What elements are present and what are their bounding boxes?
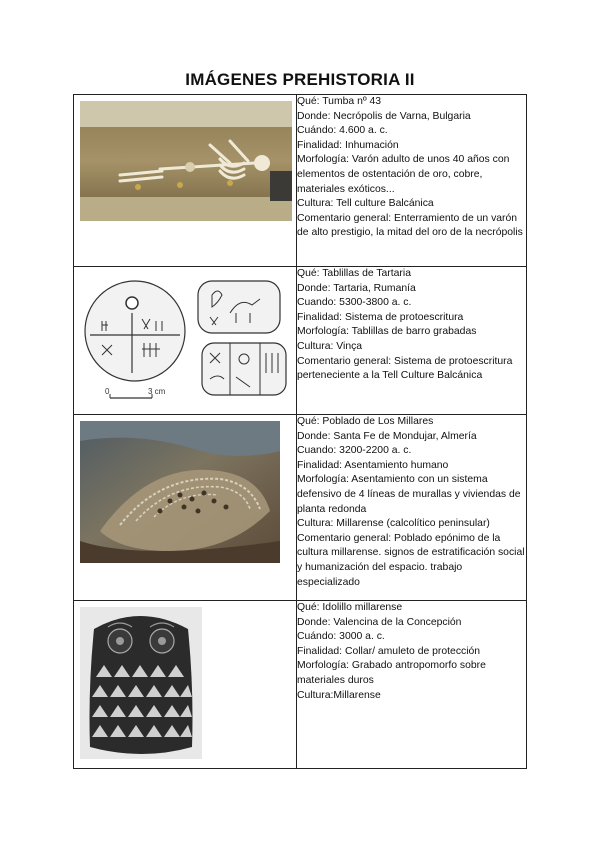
entry-morfologia: Morfología: Grabado antropomorfo sobre materiales duros [297,660,486,686]
entry-comentario: Comentario general: Poblado epónimo de la cultura millarense. signos de estratificación social y humanización del espacio. trabajo especializado [297,532,525,588]
entry-que: Qué: Poblado de Los Millares [297,416,434,427]
page-title: IMÁGENES PREHISTORIA II [185,70,415,89]
entry-cuando: Cuándo: 3000 a. c. [297,631,385,643]
entry-donde: Donde: Santa Fe de Mondujar, Almería [297,430,477,442]
entry-finalidad: Finalidad: Asentamiento humano [297,459,449,471]
entry-comentario: Comentario general: Sistema de protoescritura perteneciente a la Tell Culture Balcánica [297,355,513,382]
entry-morfologia: Morfología: Varón adulto de unos 40 años con elementos de ostentación de oro, cobre, materiales exóticos... [297,154,510,195]
image-cell [74,415,297,601]
idol-millarense-photo [80,607,296,759]
entry-finalidad: Finalidad: Inhumación [297,139,399,151]
entry-morfologia: Morfología: Asentamiento con un sistema defensivo de 4 líneas de murallas y viviendas de planta redonda [297,474,521,515]
text-cell [297,95,527,267]
text-cell [297,415,527,601]
entry-finalidad: Finalidad: Sistema de protoescritura [297,311,464,323]
prehistory-table [73,94,527,769]
table-row [74,267,527,415]
image-cell [74,601,297,769]
table-row [74,95,527,267]
entry-finalidad: Finalidad: Collar/ amuleto de protección [297,645,481,657]
image-cell [74,267,297,415]
entry-donde: Donde: Tartaria, Rumanía [297,282,416,294]
entry-cultura: Cultura: Tell culture Balcánica [297,198,434,210]
text-cell [297,267,527,415]
text-cell [297,601,527,769]
entry-cuando: Cuándo: 4.600 a. c. [297,125,388,137]
entry-cultura: Cultura: Millarense (calcolítico peninsular) [297,518,490,530]
entry-donde: Donde: Necrópolis de Varna, Bulgaria [297,110,471,122]
entry-comentario: Comentario general: Enterramiento de un varón de alto prestigio, la mitad del oro de la necrópolis [297,212,523,239]
entry-cuando: Cuando: 3200-2200 a. c. [297,445,412,457]
tomb-skeleton-photo [80,101,296,221]
scale-label: 3 cm [148,387,166,396]
entry-donde: Donde: Valencina de la Concepción [297,616,462,628]
image-cell [74,95,297,267]
table-row [74,601,527,769]
entry-cultura: Cultura:Millarense [297,689,381,701]
entry-morfologia: Morfología: Tablillas de barro grabadas [297,326,477,338]
entry-cuando: Cuando: 5300-3800 a. c. [297,297,412,309]
scale-zero: 0 [105,387,110,396]
table-row [74,415,527,601]
entry-que: Qué: Tumba nº 43 [297,96,382,107]
entry-cultura: Cultura: Vinça [297,340,363,352]
tartaria-tablets-drawing [80,273,296,408]
entry-que: Qué: Tablillas de Tartaria [297,268,411,279]
los-millares-aerial-photo [80,421,296,563]
entry-que: Qué: Idolillo millarense [297,602,403,613]
